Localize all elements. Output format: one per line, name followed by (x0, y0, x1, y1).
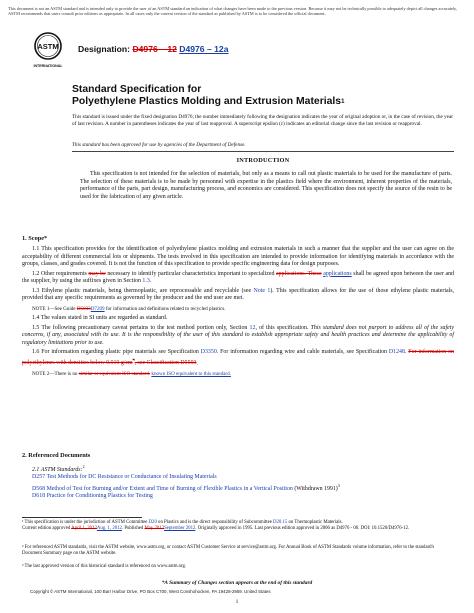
d3350-link[interactable]: D3350 (200, 349, 217, 355)
referenced-documents-list (22, 463, 454, 500)
deleted-text: For information on polyethylenes with densities below 0.910 $g/cm^3$, see Classification D5593 (22, 349, 454, 367)
inserted-text: applications (323, 270, 352, 277)
reference-item: D618 Practice for Conditioning Plastics for Testing (32, 492, 153, 499)
note-1-link[interactable]: Note 1 (253, 287, 271, 294)
summary-of-changes-note: *A Summary of Changes section appears at the end of this standard (161, 580, 313, 586)
d1248-link[interactable]: D1248 (388, 349, 405, 355)
introduction-heading: INTRODUCTION (236, 157, 290, 164)
paragraph-1-2: 1.2 Other requirements may be necessary to identify particular characteristics important to specialized applications. These applications shall be agreed upon between the user and the supplier, by using the suffixes given in Section 1.3. (22, 270, 454, 284)
scope-body (22, 246, 454, 377)
d568-link[interactable]: D568 (32, 485, 46, 492)
referenced-documents-heading: 2. Referenced Documents (22, 452, 91, 459)
logo-text: ASTM (37, 42, 59, 51)
copyright-line: Copyright © ASTM International, 100 Barr Harbor Drive, PO Box C700, West Conshohocken, PA 19428-2959. United States (30, 589, 271, 594)
designation-label: Designation: (78, 44, 131, 54)
d20-15-link[interactable]: D20.15 (273, 520, 288, 525)
note-1: NOTE 1—See Guide D5033D7209 for information and definitions related to recycled plastics. (32, 305, 226, 312)
deleted-text: applications. These (276, 270, 322, 277)
section-1-3-link[interactable]: 1.3 (142, 278, 150, 284)
paragraph-1-5: 1.5 The following precautionary caveat pertains to the test method portion only, Section 12, of this specification. This standard does not purport to address all of the safety concerns, if any, associated with its use. It is the responsibility of the user of this standard to establish appropriate safety and health practices and determine the applicability of regulatory limitations prior to use. (22, 324, 454, 346)
paragraph-1-1: 1.1 This specification provides for the identification of polyethylene plastics molding and extrusion materials in such a manner that the supplier and the user can agree on the acceptability of different commercial lots or shipments. The tests involved in this specification are intended to provide information for identifying materials in accordance with the groups, classes, and grades covered. It is not the function of this specification to provide specific engineering data for design purposes. (22, 246, 454, 267)
inserted-text[interactable]: D7209 (90, 305, 105, 312)
deleted-text: similar or equivalent ISO standard. (78, 370, 151, 377)
logo-subtext: INTERNATIONAL (33, 64, 63, 68)
paragraph-1-4: 1.4 The values stated in SI units are regarded as standard. (32, 315, 168, 321)
title-line-2: Polyethylene Plastics Molding and Extrusion Materials (72, 96, 342, 108)
divider (72, 151, 454, 152)
footnote-divider (22, 517, 142, 518)
footnote-3: ³ The last approved version of this historical standard is referenced on www.astm.org. (22, 564, 187, 569)
designation-old: D4976 – 12 (132, 44, 177, 54)
reference-item: D257 Test Methods for DC Resistance or Conductance of Insulating Materials (32, 474, 217, 481)
section-12-link[interactable]: 12 (249, 324, 256, 331)
designation (78, 44, 228, 54)
note-2: NOTE 2—There is no similar or equivalent ISO standard. known ISO equivalent to this standard. (32, 370, 231, 377)
paragraph-1-6: 1.6 For information regarding plastic pipe materials see Specification D3350. For information regarding wire and cable materials, see Specification D1248. For information on polyethylenes with densities below 0.910 $g/cm^3$, see Classification D5593. (22, 349, 454, 367)
reference-item: D568 Method of Test for Burning and/or Extent and Time of Burning of Flexible Plastics in a Vertical Position (Withdrawn 1991)$^3$ (32, 482, 340, 492)
title-line-1: Standard Specification for (72, 84, 202, 95)
footnote-1: ¹ This specification is under the jurisdiction of ASTM Committee D20 on Plastics and is the direct responsibility of Subcommittee D20.15 on Thermoplastic Materials. Current edition approved April 1, 2012Aug. 1, 2012. Published May 2012September 2012. Originally approved in 1995. Last previous edition approved in 2006 as D4976 - 06. DOI: 10.1520/D4976-12. (22, 520, 410, 531)
defense-approval-note: This standard has been approved for use by agencies of the Department of Defense. (72, 142, 246, 148)
page-number: 1 (235, 599, 239, 605)
d257-link[interactable]: D257 (32, 474, 46, 481)
astm-standards-subheading: 2.1 ASTM Standards:$^2$ (32, 464, 85, 473)
paragraph-1-3: 1.3 Ethylene plastic materials, being thermoplastic, are reprocessable and recyclable (see Note 1). This specification allows for the use of those ethylene plastic materials, provided that any specific requirements as governed by the producer and the end user are met. (22, 287, 454, 301)
document-title (72, 84, 452, 109)
footnote-2: ² For referenced ASTM standards, visit the ASTM website, www.astm.org, or contact ASTM Customer Service at service@astm.org. For Annual Book of ASTM Standards volume information, refer to the standard's Document Summary page on the ASTM website. (22, 545, 435, 556)
d20-link[interactable]: D20 (148, 520, 157, 525)
introduction-text: This specification is not intended for the selection of materials, but only as a means to call out plastic materials to be used for the manufacture of parts. The selection of these materials is to be made by personnel with expertise in the plastics field where the environment, inherent properties of the materials, performance of the parts, part design, manufacturing process, and economics are considered. This specification does not specify the source of the resin to be used for the fabrication of any given article. (80, 171, 452, 200)
inserted-text: known ISO equivalent to this standard. (151, 370, 231, 377)
legal-notice: This document is not an ASTM standard and is intended only to provide the user of an ASTM standard an indication of what changes have been made to the previous version. Because it may not be technically possible to adequately depict all changes accurately, ASTM recommends that users consult prior editions as appropriate. In all cases only the current version of the standard as published by ASTM is to be considered the official document. (8, 6, 457, 17)
issuance-note: This standard is issued under the fixed designation D4976; the number immediately following the designation indicates the year of original adoption or, in the case of revision, the year of last revision. A number in parentheses indicates the year of last reapproval. A superscript epsilon (ε) indicates an editorial change since the last revision or reapproval. (72, 114, 453, 127)
title-footnote-mark: 1 (341, 99, 345, 106)
deleted-text: D5033 (76, 305, 91, 312)
scope-heading: 1. Scope* (22, 235, 48, 242)
deleted-text: may be (88, 270, 106, 277)
astm-logo (33, 32, 63, 70)
d618-link[interactable]: D618 (32, 492, 46, 499)
designation-new: D4976 – 12a (179, 44, 229, 54)
